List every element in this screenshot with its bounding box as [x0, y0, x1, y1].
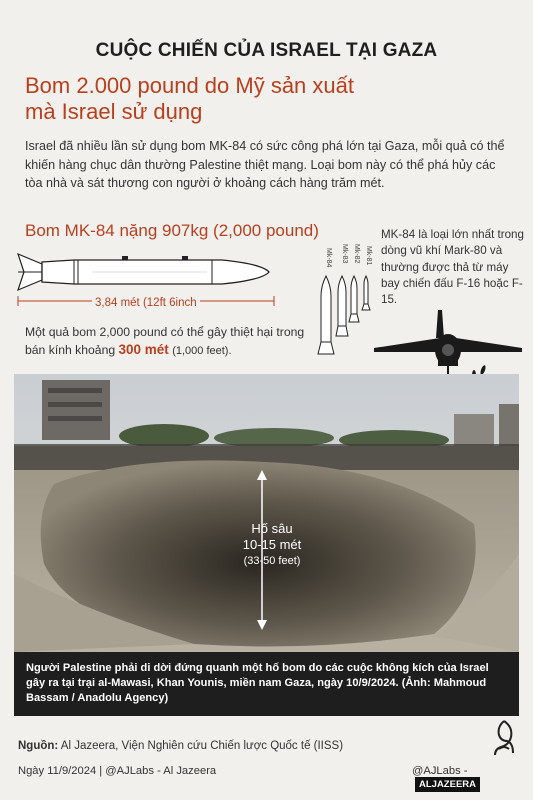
mk84-small-icon	[318, 276, 334, 354]
main-title: CUỘC CHIẾN CỦA ISRAEL TẠI GAZA	[95, 40, 438, 61]
crater-label-title: Hố sâu	[251, 521, 293, 536]
radius-suffix: (1,000 feet).	[172, 345, 232, 357]
source-rest: , Viện Nghiên cứu Chiến lược Quốc tế (IISS)	[115, 740, 344, 752]
mk81-small-icon	[362, 276, 370, 310]
subtitle-line-2: mà Israel sử dụng	[25, 99, 203, 124]
mark80-description: MK-84 là loại lớn nhất trong dòng vũ khí Mark-80 và thường được thả từ máy bay chiến đấu F-16 hoặc F-15.	[381, 228, 524, 307]
subtitle	[25, 73, 515, 125]
photo-caption-box	[14, 652, 519, 716]
crater-depth-feet: (33-50 feet)	[243, 555, 301, 567]
footer-branding	[412, 765, 533, 792]
crater-depth-meters: 10-15 mét	[242, 537, 302, 552]
damage-radius-text	[25, 324, 325, 360]
footer-handle: @AJLabs -	[412, 765, 468, 777]
bomb-title: Bom MK-84 nặng 907kg (2,000 pound)	[25, 221, 319, 240]
subtitle-line-1: Bom 2.000 pound do Mỹ sản xuất	[25, 73, 354, 98]
crater-scene-illustration	[14, 374, 519, 652]
aljazeera-logo-icon	[489, 719, 519, 759]
radius-prefix: Một quả bom 2,000 pound có thể gây thiệt hại trong bán kính khoảng	[25, 325, 305, 357]
date-credit: Ngày 11/9/2024 | @AJLabs - Al Jazeera	[18, 765, 217, 777]
label-mk84: Mk-84	[325, 248, 332, 268]
source-label: Nguồn:	[18, 740, 59, 752]
label-mk81: Mk-81	[365, 246, 372, 266]
crater-depth-label	[212, 521, 332, 569]
intro-paragraph: Israel đã nhiều lần sử dụng bom MK-84 có sức công phá lớn tại Gaza, mỗi quả có thể khiến hàng chục dân thường Palestine thiệt mạng. Loại bom này có thể phá hủy các tòa nhà và sát thương con người ở khoảng cách hàng trăm mét.	[25, 139, 505, 190]
crater-photo	[14, 374, 519, 652]
aljazeera-badge: ALJAZEERA	[415, 777, 480, 792]
source-org: Al Jazeera	[60, 740, 116, 752]
radius-value: 300 mét	[118, 342, 169, 357]
mk83-small-icon	[336, 276, 348, 336]
bomb-length-label: 3,84 mét (12ft 6inch	[92, 297, 200, 309]
photo-caption: Người Palestine phải di dời đứng quanh một hố bom do các cuộc không kích của Israel gây ra tại trại al-Mawasi, Khan Younis, miền nam Gaza, ngày 10/9/2024. (Ảnh: Mahmoud Bassam / Anadolu Agency)	[26, 662, 489, 704]
label-mk83: Mk-83	[341, 244, 348, 264]
mk84-bomb-illustration	[12, 250, 272, 294]
source-line	[18, 740, 343, 752]
label-mk82: Mk-82	[353, 244, 360, 264]
mk82-small-icon	[349, 276, 359, 322]
